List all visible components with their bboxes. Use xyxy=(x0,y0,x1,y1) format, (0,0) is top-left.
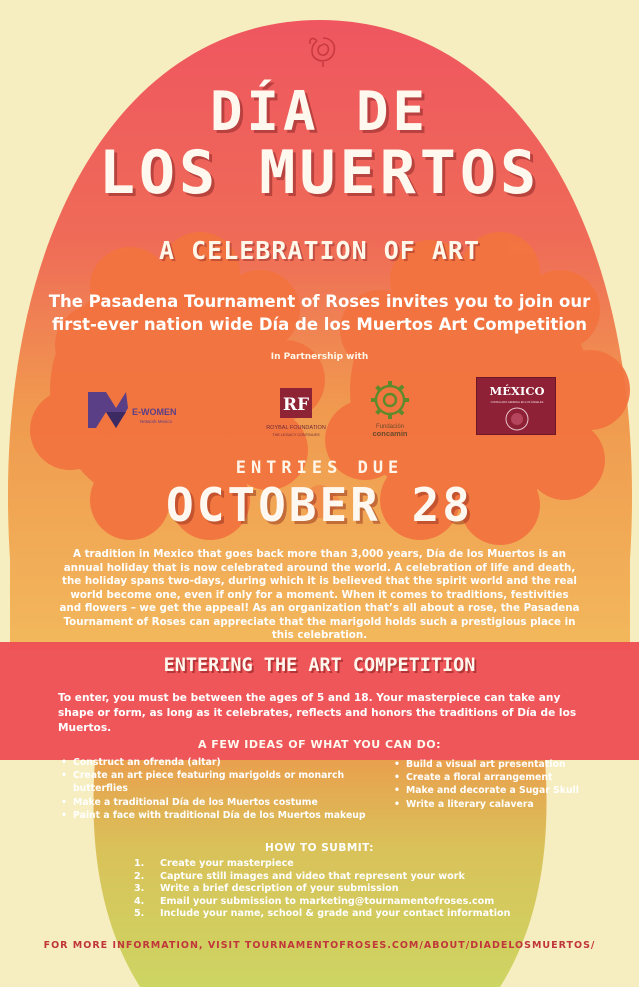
idea-item: • Make and decorate a Sugar Skull xyxy=(394,784,614,797)
idea-item: • Create an art piece featuring marigolds or monarch butterflies xyxy=(61,769,391,795)
rf-letters: RF xyxy=(282,395,310,415)
step-item xyxy=(134,896,510,909)
intro-paragraph: A tradition in Mexico that goes back more than 3,000 years, Día de los Muertos is an annual holiday that is now celebrated around the world. A celebration of life and death, the holiday spans two-days, during which it is believed that the spirit world and the real world become one, even if only for a moment. When it comes to traditions, festivities and flowers – we get the appeal! As an organization that’s all about a rose, the Pasadena Tournament of Roses can appreciate that the marigold holds such a prestigious place in this celebration. xyxy=(59,548,580,641)
idea-item: • Paint a face with traditional Día de los Muertos makeup xyxy=(61,809,391,822)
concamin-gear-icon xyxy=(376,386,404,414)
step-text: Include your name, school & grade and your contact information xyxy=(160,908,511,920)
invite-line-1: The Pasadena Tournament of Roses invites you to join our xyxy=(48,292,591,311)
step-text: Email your submission to marketing@tournamentofroses.com xyxy=(160,895,495,907)
idea-item: • Create a floral arrangement xyxy=(394,771,614,784)
step-text: Create your masterpiece xyxy=(160,858,294,869)
step-text: Capture still images and video that represent your work xyxy=(160,870,465,882)
step-item xyxy=(134,871,510,884)
mexico-consulate-logo xyxy=(476,377,556,435)
idea-item: • Build a visual art presentation xyxy=(394,758,614,771)
title-line-2: LOS MUERTOS xyxy=(98,138,541,208)
submit-steps xyxy=(134,858,510,921)
rf-name: ROYBAL FOUNDATION xyxy=(266,425,326,431)
ideas-list-left xyxy=(61,756,391,822)
step-number: 3. xyxy=(134,883,145,895)
ewomen-mark-icon xyxy=(88,392,128,428)
concamin-name: concamin xyxy=(372,429,408,438)
ideas-title: A FEW IDEAS OF WHAT YOU CAN DO: xyxy=(197,738,442,751)
roybal-foundation-logo xyxy=(254,384,338,442)
rf-sub: THE LEGACY CONTINUES xyxy=(272,433,320,437)
concamin-top: Fundación xyxy=(375,424,405,430)
step-number: 2. xyxy=(134,870,145,882)
invite-text xyxy=(0,290,639,336)
step-item xyxy=(134,858,510,871)
section-title: ENTERING THE ART COMPETITION xyxy=(163,655,476,676)
how-to-submit-title: HOW TO SUBMIT: xyxy=(265,842,374,854)
idea-item: • Write a literary calavera xyxy=(394,798,614,811)
ewomen-logo xyxy=(86,386,204,432)
ideas-list-right xyxy=(394,758,614,811)
mexico-sub: CONSULADO GENERAL EN LOS ÁNGELES xyxy=(490,401,544,404)
step-number: 5. xyxy=(134,908,145,920)
due-date: OCTOBER 28 xyxy=(166,478,473,532)
mexico-name: MÉXICO xyxy=(489,384,545,398)
partnership-label: In Partnership with xyxy=(270,352,369,362)
invite-line-2: first-ever nation wide Día de los Muertos Art Competition xyxy=(51,315,587,334)
entries-due-label: ENTRIES DUE xyxy=(235,458,404,478)
subtitle: A CELEBRATION OF ART xyxy=(158,236,481,265)
step-item xyxy=(134,883,510,896)
step-number: 1. xyxy=(134,858,145,869)
step-item xyxy=(134,908,510,921)
step-text: Write a brief description of your submission xyxy=(160,883,399,895)
rose-logo-icon xyxy=(303,30,343,70)
concamin-logo xyxy=(366,378,414,444)
idea-item: • Make a traditional Día de los Muertos costume xyxy=(61,796,391,809)
idea-item: • Construct an ofrenda (altar) xyxy=(61,756,391,769)
ewomen-name: E-WOMEN xyxy=(132,407,177,417)
title-line-1: DÍA DE xyxy=(209,80,430,143)
ewomen-sub: Network Mexico xyxy=(140,419,173,424)
footer-info-link[interactable]: FOR MORE INFORMATION, VISIT TOURNAMENTOFROSES.COM/ABOUT/DIADELOSMUERTOS/ xyxy=(43,940,596,951)
enter-paragraph: To enter, you must be between the ages of 5 and 18. Your masterpiece can take any shape or form, as long as it celebrates, reflects and honors the traditions of Día de los Muertos. xyxy=(58,692,577,734)
step-number: 4. xyxy=(134,895,145,907)
